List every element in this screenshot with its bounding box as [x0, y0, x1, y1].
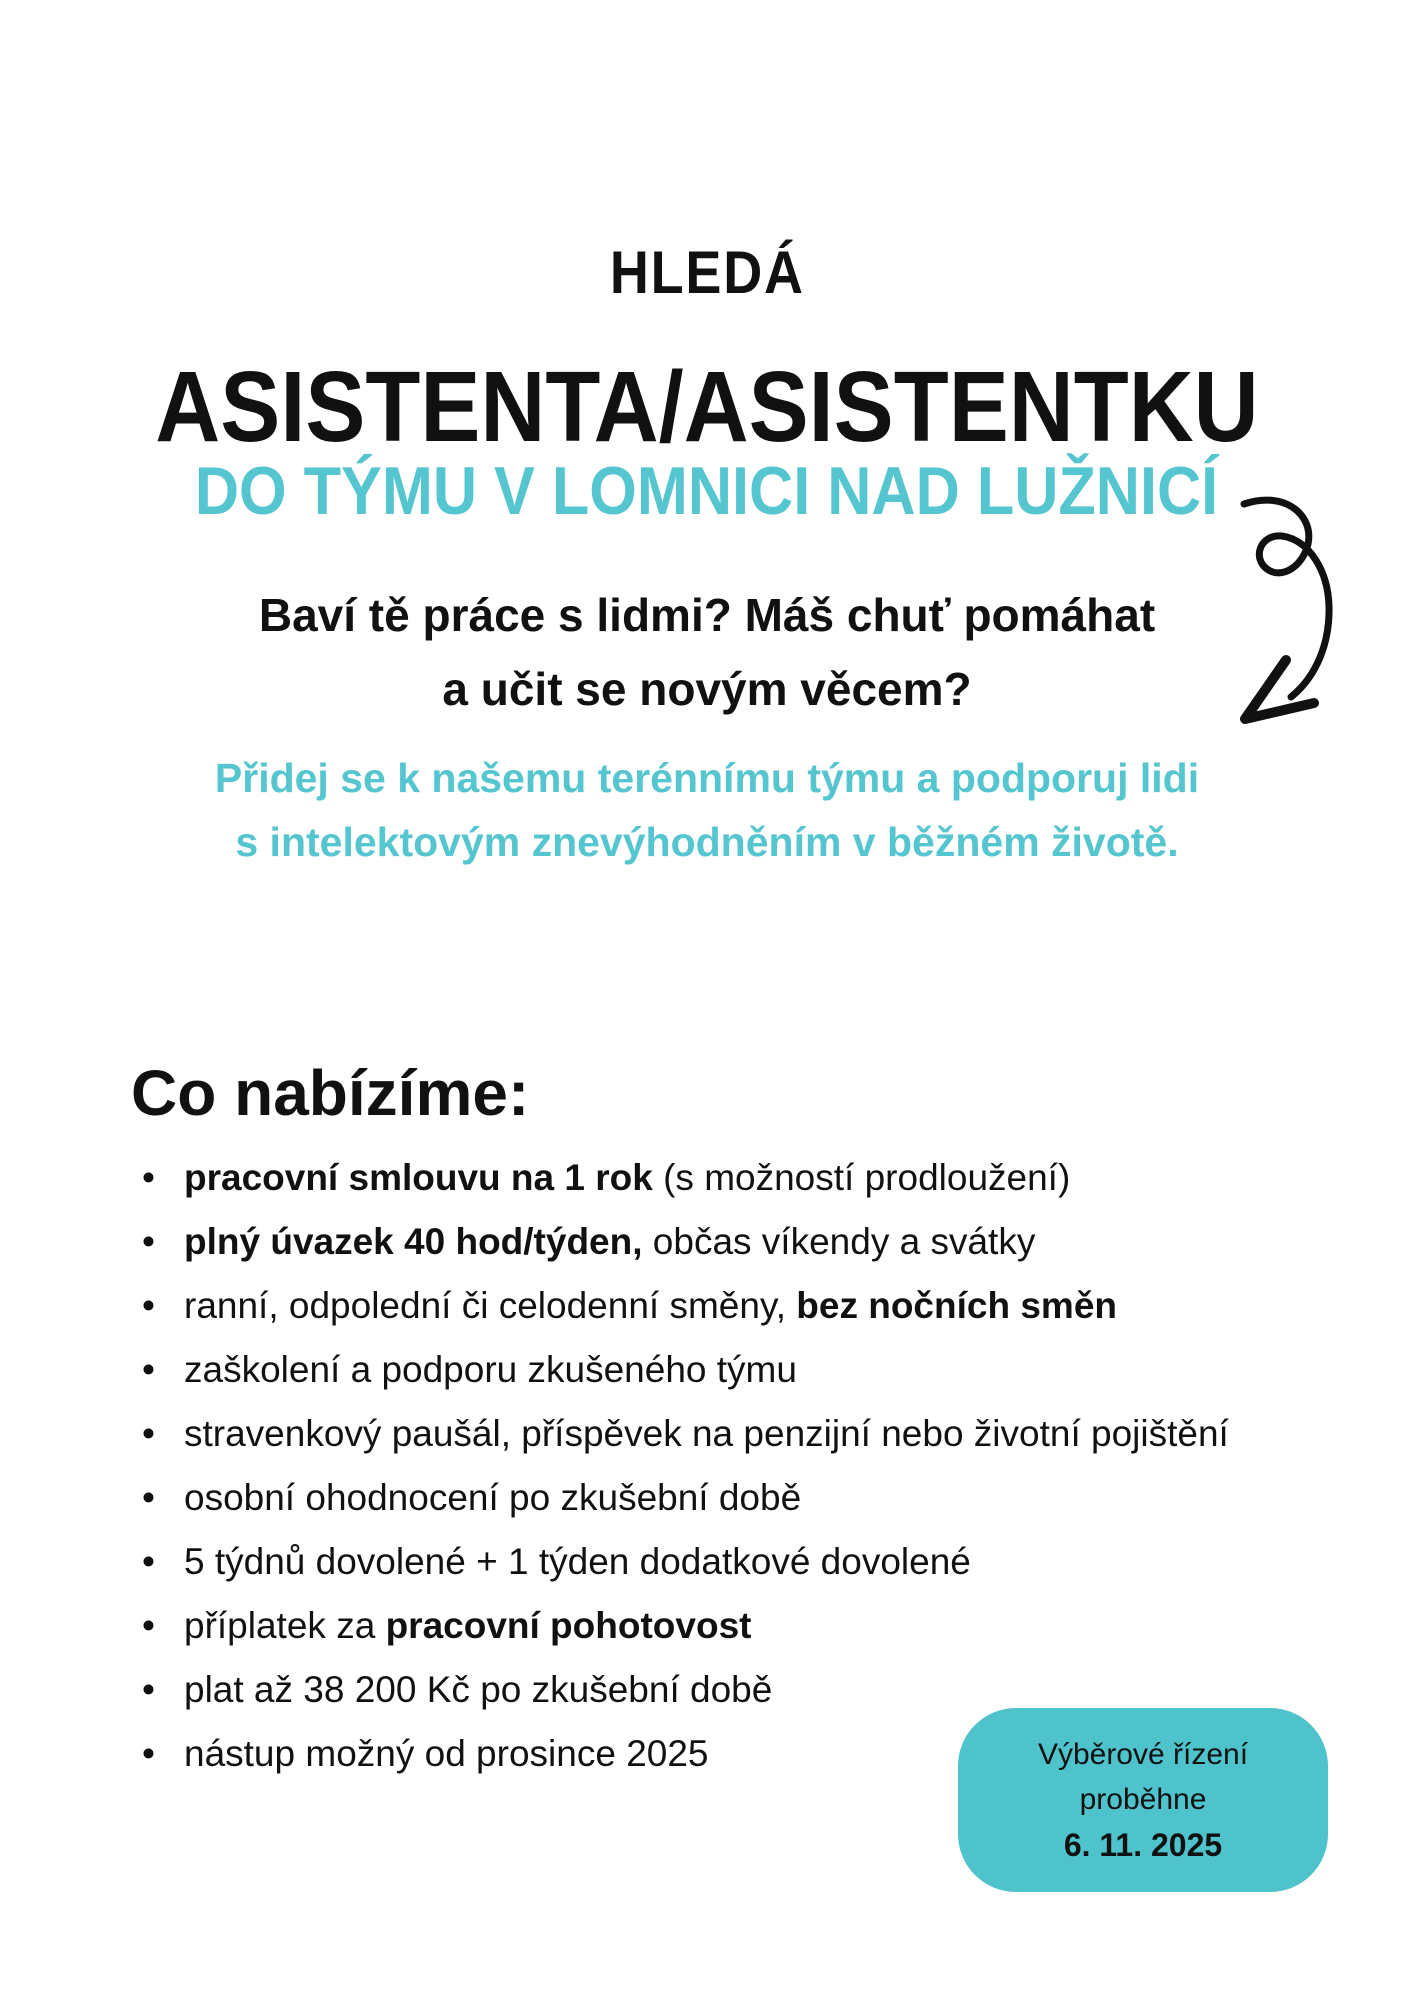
- question-line-2: a učit se novým věcem?: [442, 663, 972, 715]
- list-item: [140, 1338, 1229, 1402]
- curly-arrow-icon: [1234, 490, 1346, 742]
- list-item: [140, 1210, 1229, 1274]
- pitch-text: [0, 746, 1414, 874]
- list-item: [140, 1466, 1229, 1530]
- location-subtitle: [0, 452, 1414, 530]
- item-text: osobní ohodnocení po zkušební době: [184, 1477, 802, 1518]
- item-text: občas víkendy a svátky: [642, 1221, 1036, 1262]
- item-text: příplatek za: [184, 1605, 386, 1646]
- item-text: 5 týdnů dovolené + 1 týden dodatkové dovolené: [184, 1541, 971, 1582]
- item-text-bold: pracovní smlouvu na 1 rok: [184, 1157, 653, 1198]
- page-title-text: ASISTENTA/ASISTENTKU: [155, 351, 1259, 463]
- item-text: zaškolení a podporu zkušeného týmu: [184, 1349, 797, 1390]
- item-text-bold: plný úvazek 40 hod/týden,: [184, 1221, 643, 1262]
- question-line-1: Baví tě práce s lidmi? Máš chuť pomáhat: [258, 589, 1156, 641]
- list-item: [140, 1530, 1229, 1594]
- page-title: [0, 350, 1414, 465]
- badge-line-2: proběhne: [1079, 1782, 1207, 1816]
- badge-line-1: Výběrové řízení: [1037, 1737, 1249, 1771]
- item-text: nástup možný od prosince 2025: [184, 1733, 709, 1774]
- list-item: [140, 1146, 1229, 1210]
- item-text: plat až 38 200 Kč po zkušební době: [184, 1669, 773, 1710]
- location-subtitle-text: DO TÝMU V LOMNICI NAD LUŽNICÍ: [195, 453, 1219, 529]
- question-text: [0, 578, 1414, 726]
- pitch-line-2: s intelektovým znevýhodněním v běžném životě.: [235, 819, 1179, 865]
- kicker-heading: [0, 238, 1414, 307]
- selection-date-badge: [958, 1708, 1328, 1892]
- offer-list: [140, 1146, 1229, 1786]
- list-item: [140, 1274, 1229, 1338]
- kicker-text: HLEDÁ: [609, 239, 805, 306]
- pitch-line-1: Přidej se k našemu terénnímu týmu a podporuj lidi: [214, 755, 1200, 801]
- item-text-bold: bez nočních směn: [796, 1285, 1117, 1326]
- offer-heading: Co nabízíme:: [131, 1057, 530, 1129]
- list-item: [140, 1594, 1229, 1658]
- item-text-bold: pracovní pohotovost: [385, 1605, 752, 1646]
- item-text: (s možností prodloužení): [652, 1157, 1071, 1198]
- item-text: stravenkový paušál, příspěvek na penzijní nebo životní pojištění: [184, 1413, 1229, 1454]
- item-text: ranní, odpolední či celodenní směny,: [184, 1285, 797, 1326]
- badge-date: 6. 11. 2025: [1063, 1826, 1223, 1863]
- list-item: [140, 1402, 1229, 1466]
